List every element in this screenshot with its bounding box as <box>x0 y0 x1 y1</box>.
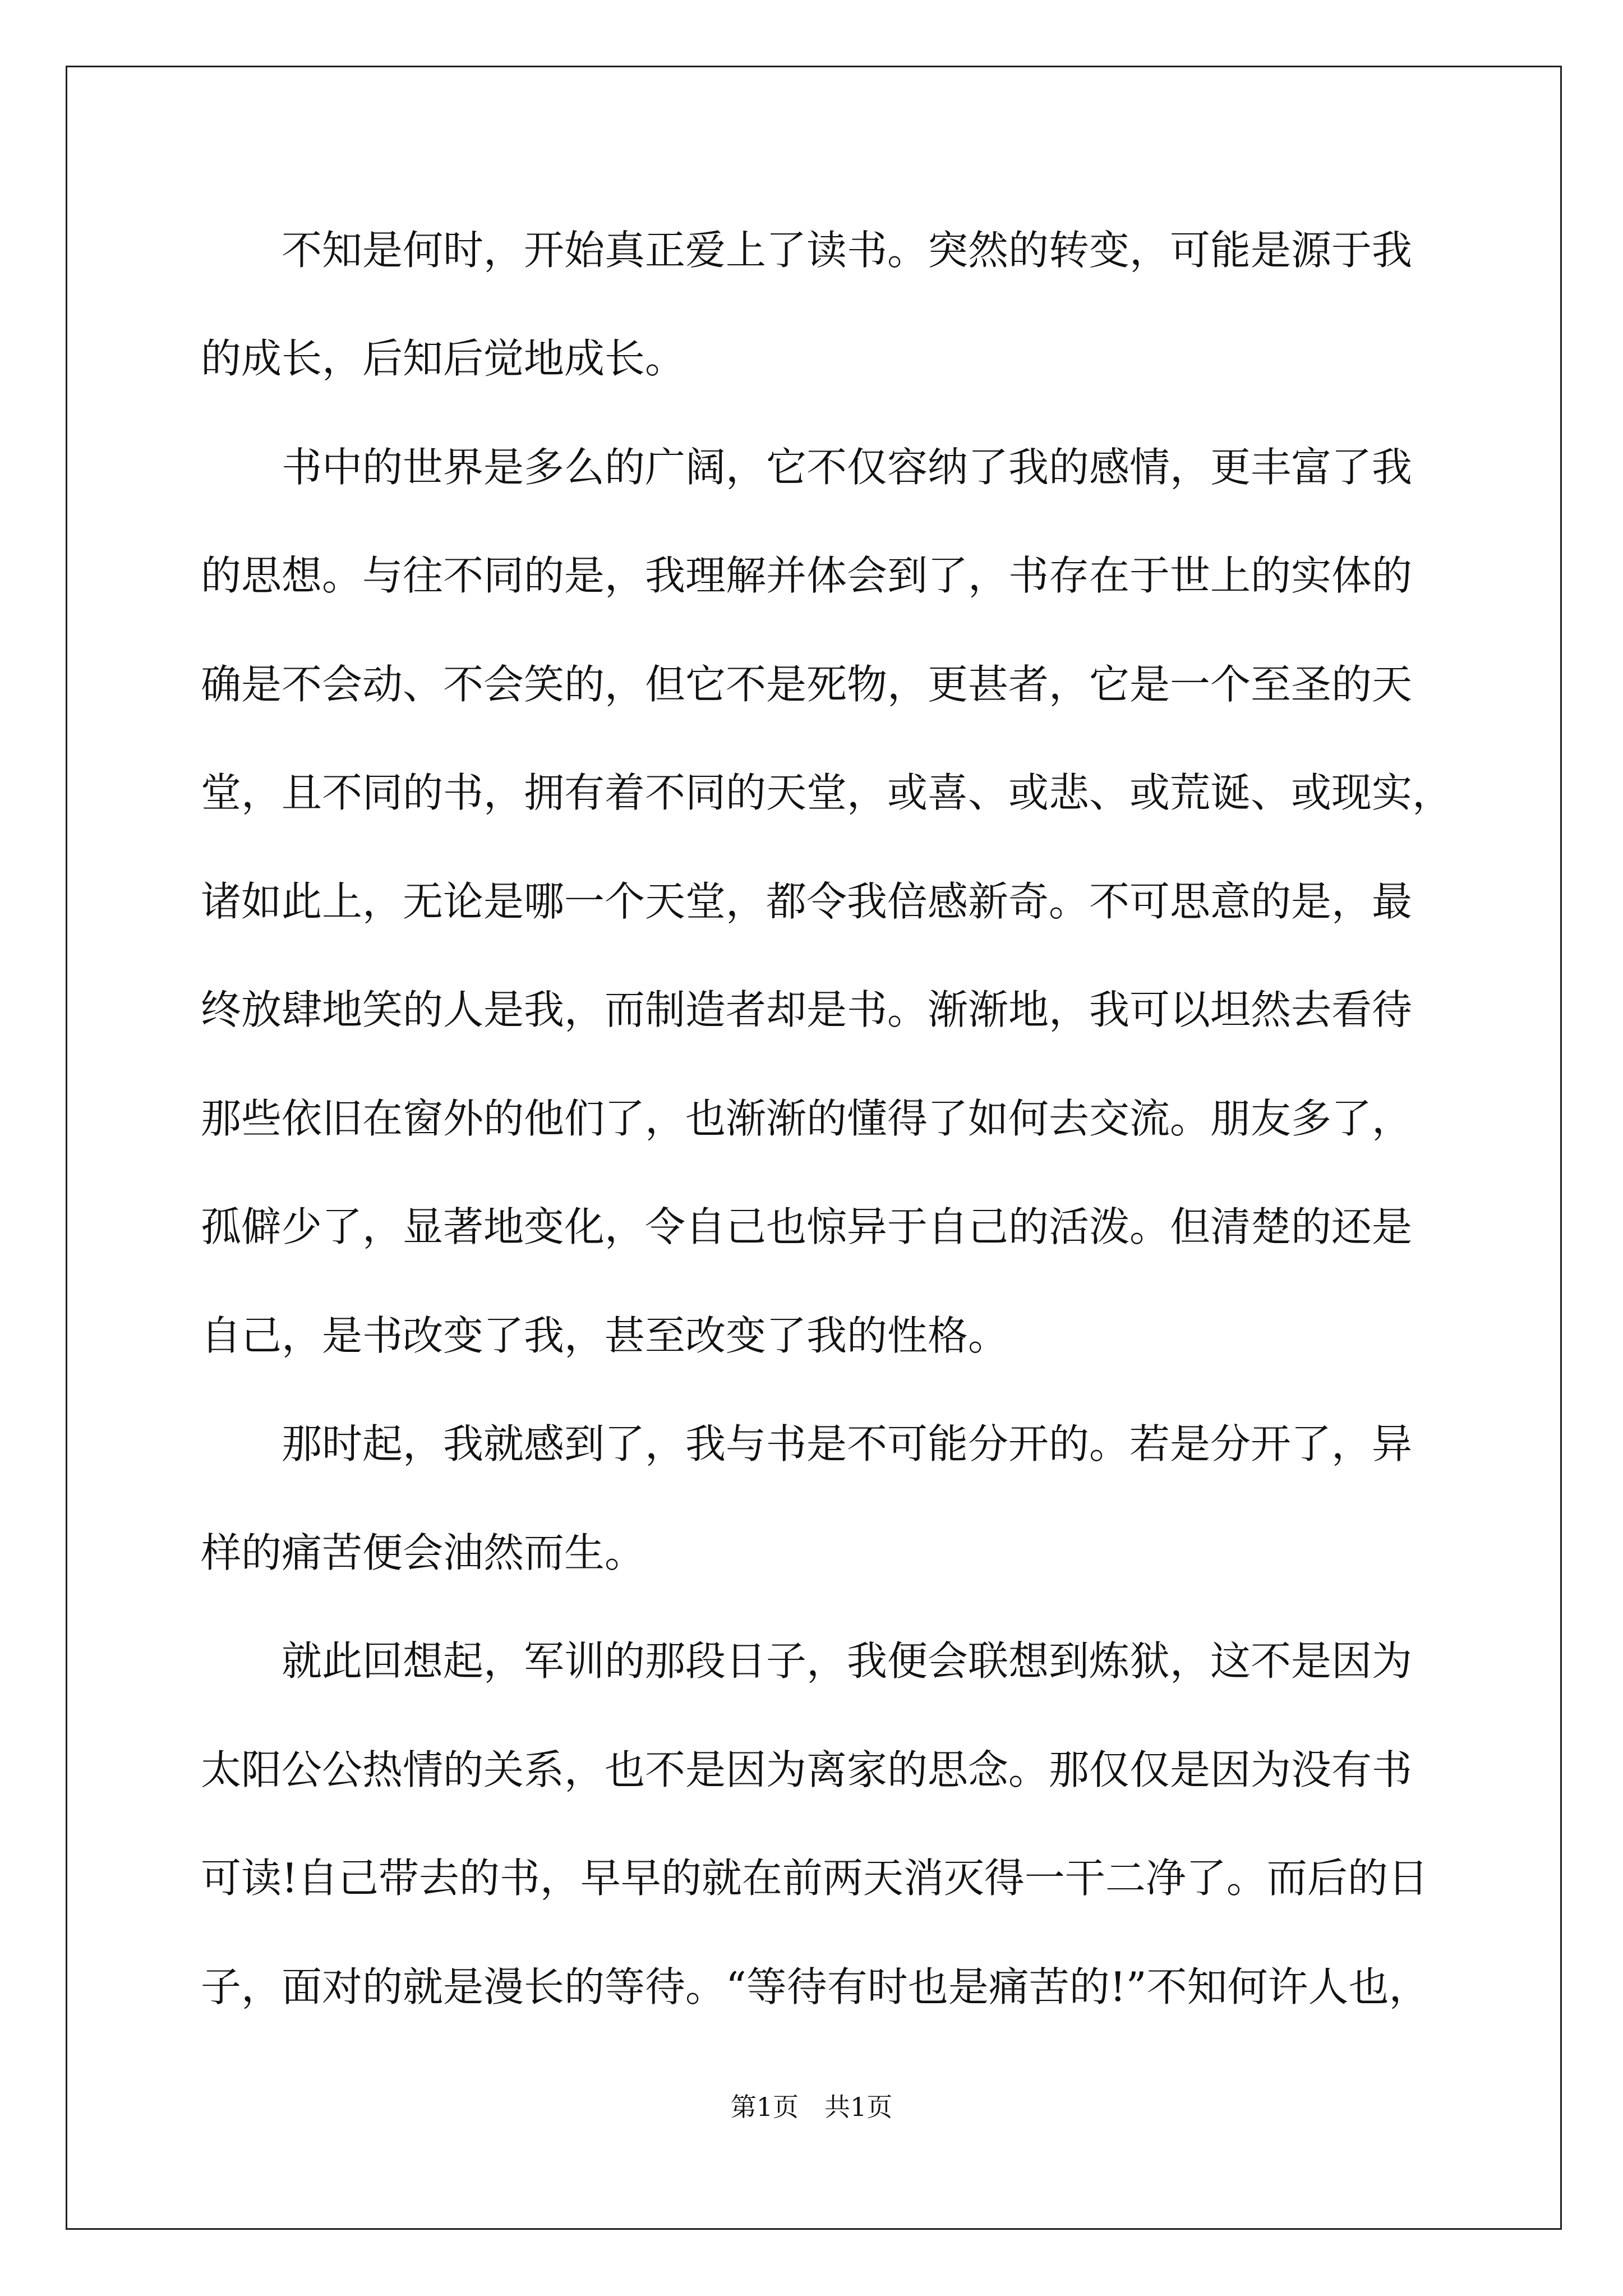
text-line: 可读!自己带去的书，早早的就在前两天消灭得一干二净了。而后的日 <box>201 1855 1428 1902</box>
text-line: 不知是何时，开始真正爱上了读书。突然的转变，可能是源于我 <box>201 227 1413 274</box>
text-line: 的成长，后知后觉地成长。 <box>201 335 686 382</box>
text-line: 终放肆地笑的人是我，而制造者却是书。渐渐地，我可以坦然去看待 <box>201 986 1413 1033</box>
text-line: 就此回想起，军训的那段日子，我便会联想到炼狱，这不是因为 <box>201 1637 1413 1685</box>
text-line: 太阳公公热情的关系，也不是因为离家的思念。那仅仅是因为没有书 <box>201 1746 1413 1793</box>
page-number: 第1页 共1页 <box>730 2092 893 2122</box>
text-line: 堂，且不同的书，拥有着不同的天堂，或喜、或悲、或荒诞、或现实， <box>201 769 1453 816</box>
text-line: 书中的世界是多么的广阔，它不仅容纳了我的感情，更丰富了我 <box>201 444 1413 491</box>
text-line: 自己，是书改变了我，甚至改变了我的性格。 <box>201 1312 1009 1359</box>
text-line: 那些依旧在窗外的他们了，也渐渐的懂得了如何去交流。朋友多了， <box>201 1095 1413 1142</box>
text-line: 的思想。与往不同的是，我理解并体会到了，书存在于世上的实体的 <box>201 552 1413 599</box>
text-line: 确是不会动、不会笑的，但它不是死物，更甚者，它是一个至圣的天 <box>201 661 1413 708</box>
text-line: 样的痛苦便会油然而生。 <box>201 1529 645 1576</box>
text-line: 那时起，我就感到了，我与书是不可能分开的。若是分开了，异 <box>201 1420 1413 1467</box>
text-line: 子，面对的就是漫长的等待。“等待有时也是痛苦的!”不知何许人也， <box>201 1963 1430 2010</box>
page-border <box>66 66 1562 2230</box>
text-line: 诸如此上，无论是哪一个天堂，都令我倍感新奇。不可思意的是，最 <box>201 878 1413 925</box>
text-line: 孤僻少了，显著地变化，令自己也惊异于自己的活泼。但清楚的还是 <box>201 1203 1413 1250</box>
